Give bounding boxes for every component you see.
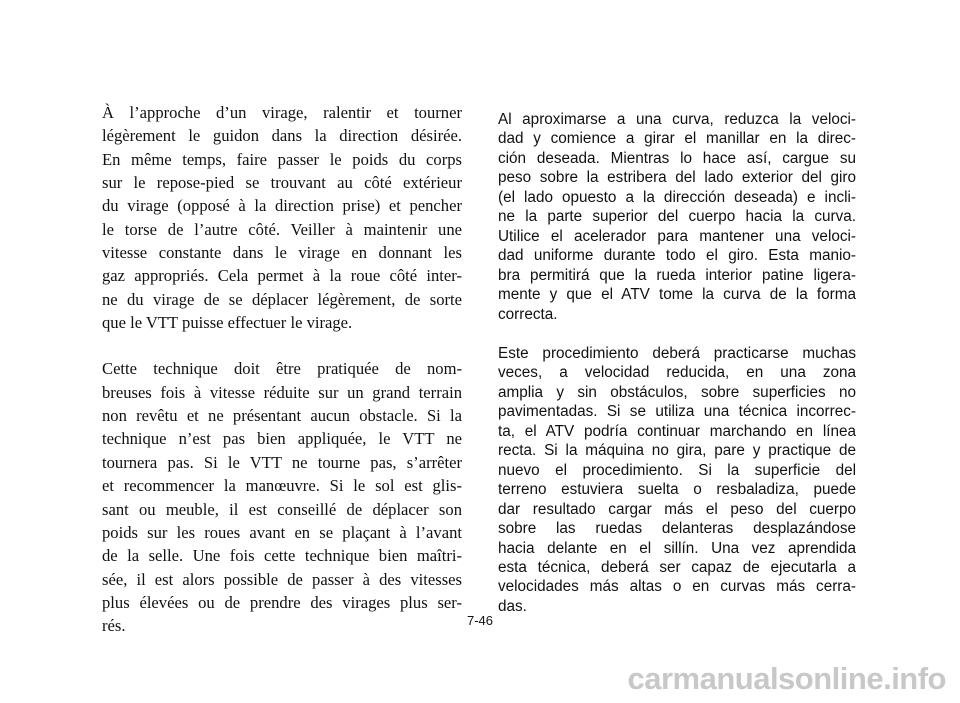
text-line: rés. (102, 616, 126, 636)
text-line: terreno estuviera suelta o resbaladiza, puede (498, 481, 856, 499)
text-line: vitesse constante dans le virage en donnant les (102, 243, 462, 263)
text-line: gaz appropriés. Cela permet à la roue côté inter- (102, 266, 462, 286)
text-line: sur le repose-pied se trouvant au côté extérieur (102, 173, 462, 193)
text-line: Utilice el acelerador para mantener una veloci- (498, 227, 856, 245)
text-line: que le VTT puisse effectuer le virage. (102, 313, 353, 333)
spanish-paragraph-1 (498, 110, 856, 324)
text-line: et recommencer la manœuvre. Si le sol est glis- (102, 476, 462, 496)
text-line: dad uniforme durante todo el giro. Esta manio- (498, 247, 856, 265)
text-line: Cette technique doit être pratiquée de nom- (102, 359, 462, 379)
text-line: légèrement le guidon dans la direction désirée. (102, 126, 462, 146)
text-line: À l’approche d’un virage, ralentir et tourner (102, 103, 462, 122)
spanish-column (498, 110, 856, 616)
text-line: hacia delante en el sillín. Una vez aprendida (498, 539, 856, 557)
text-line: non revêtu et ne présentant aucun obstacle. Si la (102, 406, 462, 426)
text-line: pavimentadas. Si se utiliza una técnica incorrec- (498, 403, 856, 421)
text-line: nuevo el procedimiento. Si la superficie del (498, 461, 856, 479)
text-line: esta técnica, deberá ser capaz de ejecutarla a (498, 558, 856, 576)
text-line: velocidades más altas o en curvas más cerra- (498, 578, 856, 596)
watermark: carmanualsonline.info (627, 661, 946, 696)
text-line: mente y que el ATV tome la curva de la forma (498, 286, 856, 304)
text-line: du virage (opposé à la direction prise) et pencher (102, 196, 462, 216)
spanish-paragraph-2 (498, 344, 856, 616)
text-line: Este procedimiento deberá practicarse muchas (498, 344, 856, 362)
text-line: das. (498, 597, 527, 615)
text-line: de la selle. Une fois cette technique bien maîtri- (102, 546, 462, 566)
text-line: dad y comience a girar el manillar en la direc- (498, 130, 856, 148)
text-line: technique n’est pas bien appliquée, le VTT ne (102, 429, 462, 449)
text-line: sée, il est alors possible de passer à des vitesses (102, 569, 462, 589)
text-line: ne la parte superior del cuerpo hacia la curva. (498, 208, 856, 226)
text-line: (el lado opuesto a la dirección deseada) e incli- (498, 188, 856, 206)
text-line: sant ou meuble, il est conseillé de déplacer son (102, 499, 462, 519)
french-paragraph-1 (102, 101, 462, 334)
text-line: correcta. (498, 305, 558, 323)
text-line: Al aproximarse a una curva, reduzca la veloci- (498, 111, 856, 128)
text-line: dar resultado cargar más el peso del cuerpo (498, 500, 856, 518)
text-line: le torse de l’autre côté. Veiller à maintenir une (102, 219, 462, 239)
text-line: peso sobre la estribera del lado exterior del giro (498, 169, 856, 187)
text-line: veces, a velocidad reducida, en una zona (498, 364, 856, 382)
text-line: amplia y sin obstáculos, sobre superficies no (498, 383, 856, 401)
text-line: sobre las ruedas delanteras desplazándose (498, 520, 856, 538)
text-line: En même temps, faire passer le poids du corps (102, 149, 462, 169)
text-line: plus élevées ou de prendre des virages plus ser- (102, 592, 462, 612)
french-column (102, 101, 462, 638)
text-line: ne du virage de se déplacer légèrement, de sorte (102, 289, 462, 309)
text-line: bra permitirá que la rueda interior patine ligera- (498, 266, 856, 284)
text-line: ción deseada. Mientras lo hace así, cargue su (498, 149, 856, 167)
text-line: recta. Si la máquina no gira, pare y practique de (498, 442, 856, 460)
page-number: 7-46 (466, 613, 494, 628)
text-line: ta, el ATV podría continuar marchando en línea (498, 422, 856, 440)
text-line: tournera pas. Si le VTT ne tourne pas, s’arrêter (102, 452, 462, 472)
text-line: poids sur les roues avant en se plaçant à l’avant (102, 522, 462, 542)
french-paragraph-2 (102, 357, 462, 637)
text-line: breuses fois à vitesse réduite sur un grand terrain (102, 382, 462, 402)
